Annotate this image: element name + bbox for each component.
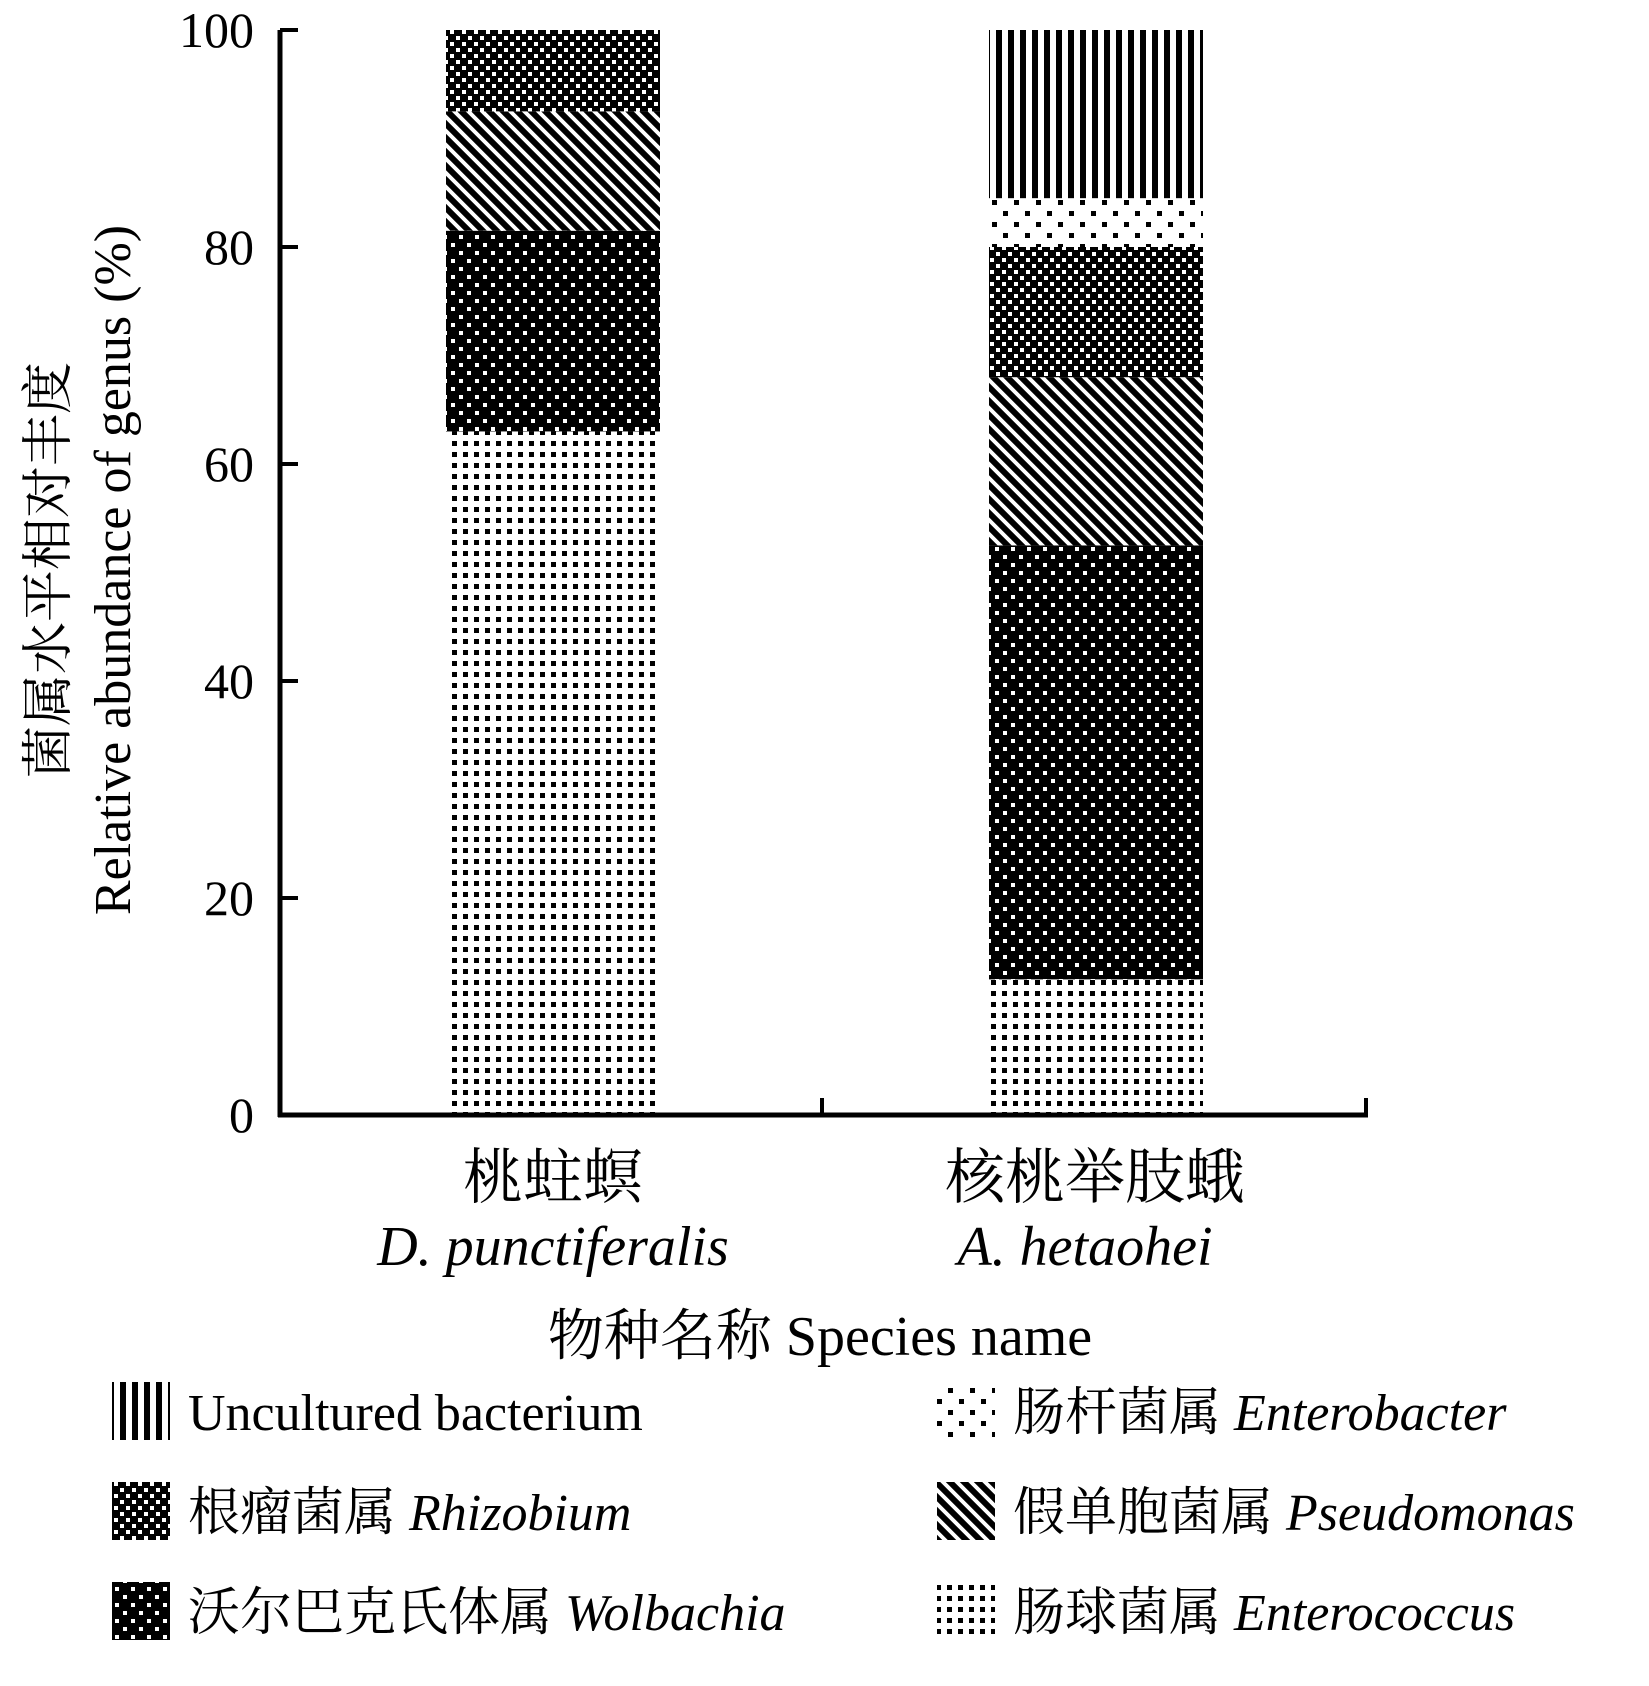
y-tick-label-80: 80: [204, 219, 254, 275]
category-label-zh-0: 桃蛀螟: [463, 1145, 643, 1211]
bar-segment-uncultured-1: [989, 30, 1203, 198]
category-label-latin-1: A. hetaohei: [957, 1216, 1213, 1278]
y-tick-label-40: 40: [204, 653, 254, 709]
bar-segment-pseudomonas-1: [989, 377, 1203, 545]
bar-segment-enterobacter-1: [989, 198, 1203, 247]
bar-segment-wolbachia-0: [446, 231, 660, 432]
legend-label-enterobacter: 肠杆菌属 Enterobacter: [1013, 1385, 1507, 1442]
category-label-latin-0: D. punctiferalis: [377, 1216, 729, 1278]
legend-swatch-rhizobium: [112, 1482, 170, 1540]
legend-swatch-enterobacter: [937, 1382, 995, 1440]
bar-segment-rhizobium-0: [446, 30, 660, 111]
legend-swatch-pseudomonas: [937, 1482, 995, 1540]
bars-layer: [446, 30, 1203, 1115]
y-axis-title-zh-group: [21, 362, 78, 778]
y-tick-label-100: 100: [179, 2, 254, 58]
bar-segment-rhizobium-1: [989, 247, 1203, 377]
legend-label-uncultured: Uncultured bacterium: [188, 1385, 643, 1442]
bar-segment-pseudomonas-0: [446, 111, 660, 230]
y-tick-label-60: 60: [204, 436, 254, 492]
bar-segment-wolbachia-1: [989, 545, 1203, 979]
legend-label-rhizobium: 根瘤菌属 Rhizobium: [188, 1485, 632, 1542]
y-axis-title-en: Relative abundance of genus (%): [85, 224, 142, 916]
legend-swatch-uncultured: [112, 1382, 170, 1440]
y-tick-label-20: 20: [204, 870, 254, 926]
legend-label-pseudomonas: 假单胞菌属 Pseudomonas: [1013, 1485, 1575, 1542]
y-axis-title-zh: 菌属水平相对丰度: [21, 361, 78, 779]
x-axis-title: 物种名称 Species name: [547, 1306, 1093, 1368]
bar-segment-enterococcus-1: [989, 979, 1203, 1115]
y-axis-title-en-group: [85, 225, 142, 915]
legend-label-wolbachia: 沃尔巴克氏体属 Wolbachia: [188, 1585, 786, 1642]
category-label-zh-1: 核桃举肢蛾: [945, 1145, 1245, 1211]
bar-segment-enterococcus-0: [446, 431, 660, 1115]
legend-label-enterococcus: 肠球菌属 Enterococcus: [1013, 1585, 1516, 1642]
legend: [112, 1382, 1575, 1642]
legend-swatch-wolbachia: [112, 1582, 170, 1640]
y-tick-label-0: 0: [229, 1087, 254, 1143]
legend-swatch-enterococcus: [937, 1582, 995, 1640]
